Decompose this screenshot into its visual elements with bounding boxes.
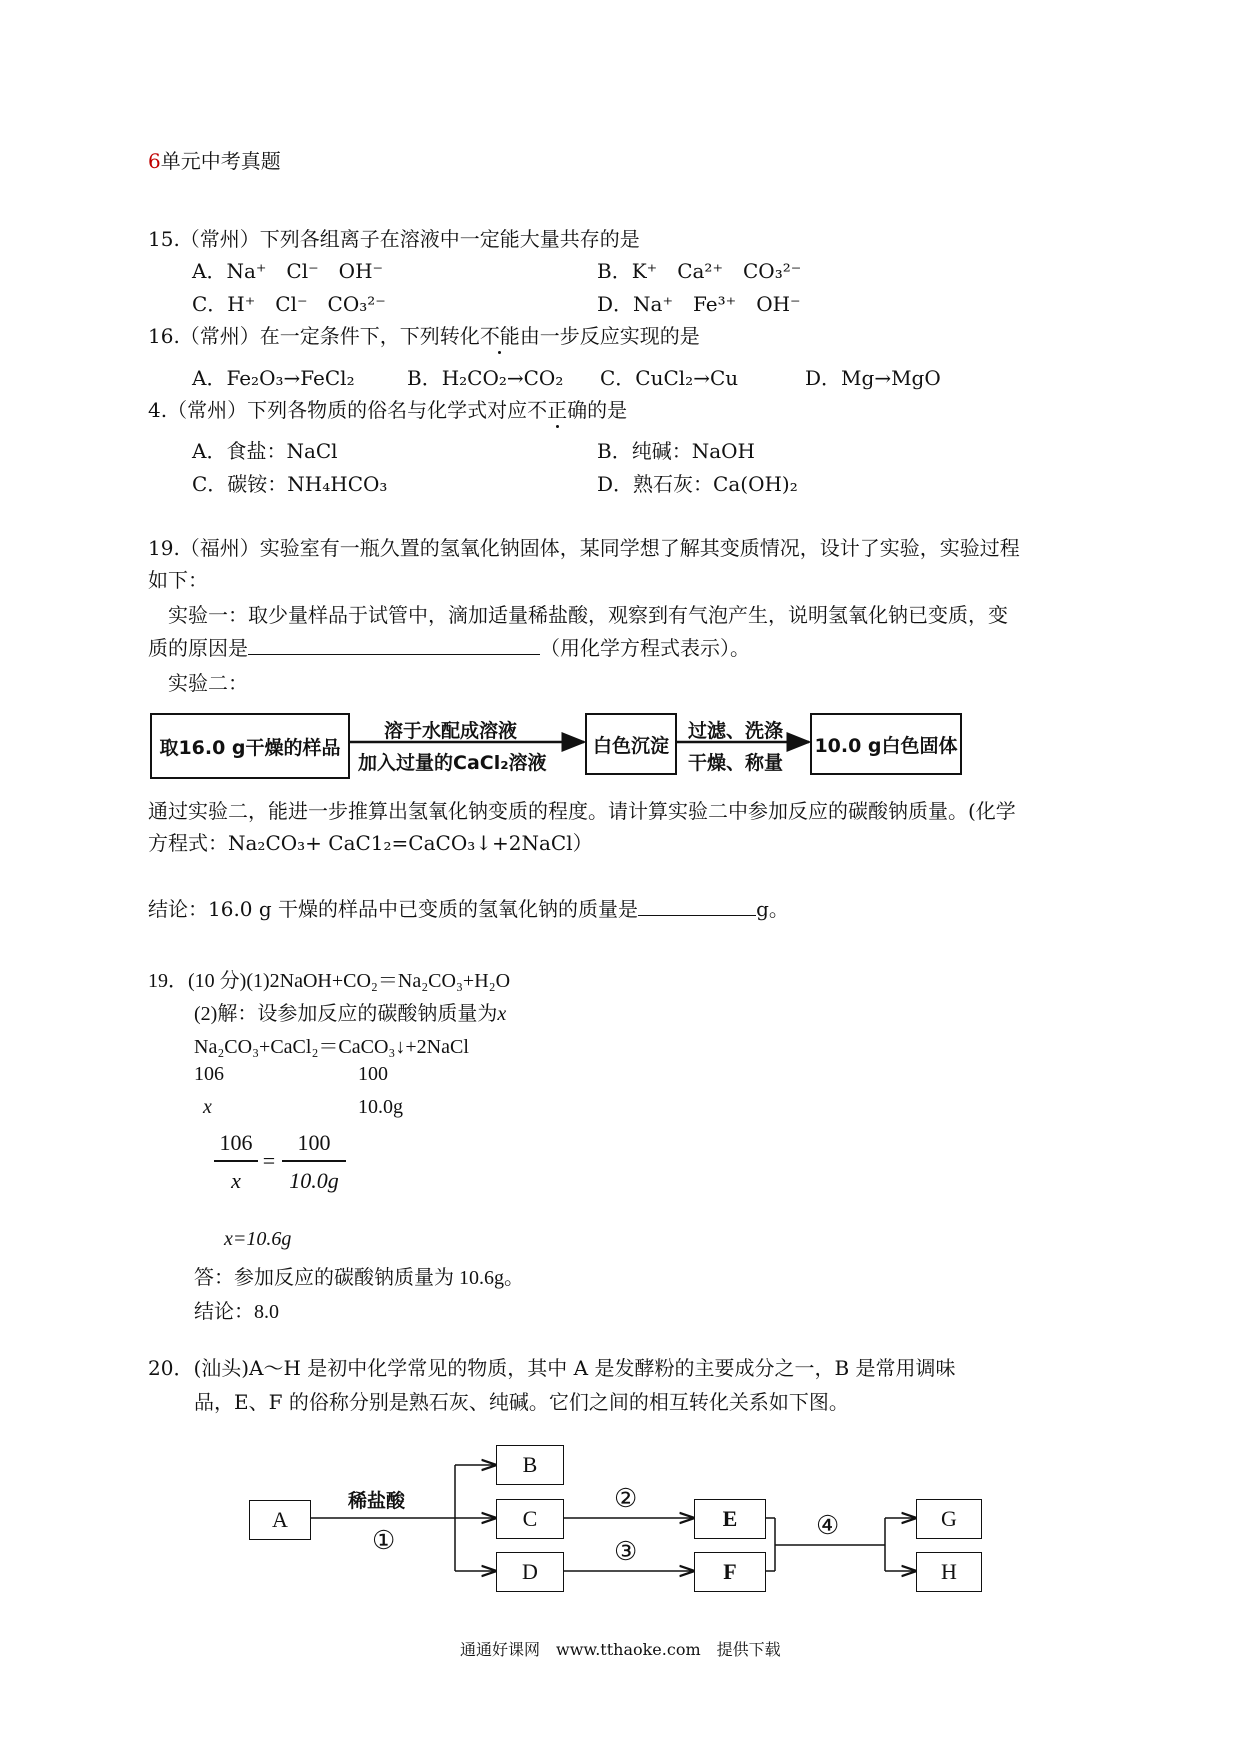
q19-exp2-label: 实验二： (168, 671, 248, 695)
q4-stem-pre: 4.（常州）下列各物质的俗名与化学式对应 (148, 398, 528, 422)
node-a: A (249, 1500, 311, 1540)
node-e: E (694, 1499, 766, 1539)
answer19-value-10g: 10.0g (358, 1096, 403, 1118)
flow-arrow1-top-label: 溶于水配成溶液 (384, 720, 518, 742)
q4-option-c: C．碳铵：NH₄HCO₃ (192, 472, 388, 496)
q19-exp1-line2-post: （用化学方程式表示）。 (540, 636, 750, 660)
q16-stem-pre: 16.（常州）在一定条件下，下列转化 (148, 324, 480, 348)
q16-option-a: A．Fe₂O₃→FeCl₂ (192, 366, 355, 390)
q19-conclusion-post: g。 (756, 897, 789, 921)
flow-arrow2-bottom-label: 干燥、称量 (688, 752, 784, 774)
frac-equals: = (262, 1148, 276, 1173)
q19-line1: 19.（福州）实验室有一瓶久置的氢氧化钠固体，某同学想了解其变质情况，设计了实验，实验过程 (148, 536, 1020, 560)
q15-option-d: D．Na⁺ Fe³⁺ OH⁻ (597, 292, 801, 316)
q16-stem-post: 由一步反应实现的是 (519, 324, 700, 348)
flow-arrow2-top-label: 过滤、洗涤 (688, 720, 784, 742)
step-3-label: ③ (614, 1537, 638, 1567)
frac-left-denominator-text: x (231, 1168, 241, 1193)
flow-arrow1-bottom-label: 加入过量的CaCl₂溶液 (358, 752, 547, 774)
frac-left-numerator: 106 (219, 1130, 253, 1155)
answer19-answer: 答：参加反应的碳酸钠质量为 10.6g。 (194, 1267, 524, 1289)
unit-number: 6 (148, 149, 161, 173)
q16-option-c: C．CuCl₂→Cu (600, 366, 739, 390)
q16-option-d: D．Mg→MgO (805, 366, 941, 390)
step-1-label: ① (372, 1526, 396, 1556)
answer19-conclusion: 结论：8.0 (194, 1301, 279, 1323)
q4-option-a: A．食盐：NaCl (192, 439, 338, 463)
q20-line1: 20．(汕头)A～H 是初中化学常见的物质，其中 A 是发酵粉的主要成分之一，B 是常用调味 (148, 1356, 956, 1380)
frac-right-denominator-text: 10.0g (289, 1168, 339, 1193)
footer-source: 通通好课网 www.tthaoke.com 提供下载 (460, 1640, 781, 1659)
unit-title-text: 单元中考真题 (160, 149, 281, 173)
q19-conclusion-pre: 结论：16.0 g 干燥的样品中已变质的氢氧化钠的质量是 (148, 897, 639, 921)
q4-option-b: B．纯碱：NaOH (597, 439, 755, 463)
flow-box-precipitate: 白色沉淀 (585, 713, 677, 775)
q15-option-b: B．K⁺ Ca²⁺ CO₃²⁻ (597, 259, 802, 283)
answer19-line2-var: x (497, 1003, 507, 1025)
flow-box-sample: 取16.0 g干燥的样品 (150, 713, 350, 779)
answer19-equation: Na₂CO₃+CaCl₂＝CaCO₃↓+2NaCl (194, 1036, 469, 1058)
reagent-label: 稀盐酸 (348, 1490, 406, 1512)
q19-line2: 如下： (148, 568, 208, 592)
q15-option-c: C．H⁺ Cl⁻ CO₃²⁻ (192, 292, 386, 316)
frac-right-numerator: 100 (297, 1130, 331, 1155)
q4-stem-emphasis: 不正确 (527, 398, 588, 422)
q16-stem-emphasis: 不能 (479, 324, 520, 348)
node-c: C (496, 1499, 564, 1539)
q15-stem: 15.（常州）下列各组离子在溶液中一定能大量共存的是 (148, 227, 640, 251)
flow-box-white-solid: 10.0 g白色固体 (810, 713, 962, 775)
answer19-var-x-text: x (203, 1096, 212, 1118)
node-b: B (496, 1445, 564, 1485)
node-h: H (916, 1552, 982, 1592)
q16-option-b: B．H₂CO₂→CO₂ (407, 366, 564, 390)
answer19-line2-pre: (2)解：设参加反应的碳酸钠质量为 (194, 1003, 498, 1025)
answer19-result-text: x=10.6g (224, 1228, 292, 1250)
step-4-label: ④ (816, 1511, 840, 1541)
q4-option-d: D．熟石灰：Ca(OH)₂ (597, 472, 798, 496)
q15-option-a: A．Na⁺ Cl⁻ OH⁻ (192, 259, 384, 283)
answer19-mass-caco3: 100 (358, 1063, 388, 1085)
q19-exp1-line1: 实验一：取少量样品于试管中，滴加适量稀盐酸，观察到有气泡产生，说明氢氧化钠已变质，变 (168, 603, 1008, 627)
node-f: F (694, 1552, 766, 1592)
node-d: D (496, 1552, 564, 1592)
step-2-label: ② (614, 1484, 638, 1514)
q20-line2: 品，E、F 的俗称分别是熟石灰、纯碱。它们之间的相互转化关系如下图。 (194, 1390, 849, 1414)
q19-calc-line2: 方程式：Na₂CO₃+ CaC1₂=CaCO₃↓+2NaCl） (148, 831, 593, 855)
node-g: G (916, 1499, 982, 1539)
q4-stem-post: 的是 (587, 398, 628, 422)
answer19-line1: 19．(10 分)(1)2NaOH+CO₂＝Na₂CO₃+H₂O (148, 970, 511, 992)
answer19-mass-na2co3: 106 (194, 1063, 224, 1085)
q19-exp1-line2-pre: 质的原因是 (148, 636, 248, 660)
q19-calc-line1: 通过实验二，能进一步推算出氢氧化钠变质的程度。请计算实验二中参加反应的碳酸钠质量。(化学 (148, 799, 1016, 823)
